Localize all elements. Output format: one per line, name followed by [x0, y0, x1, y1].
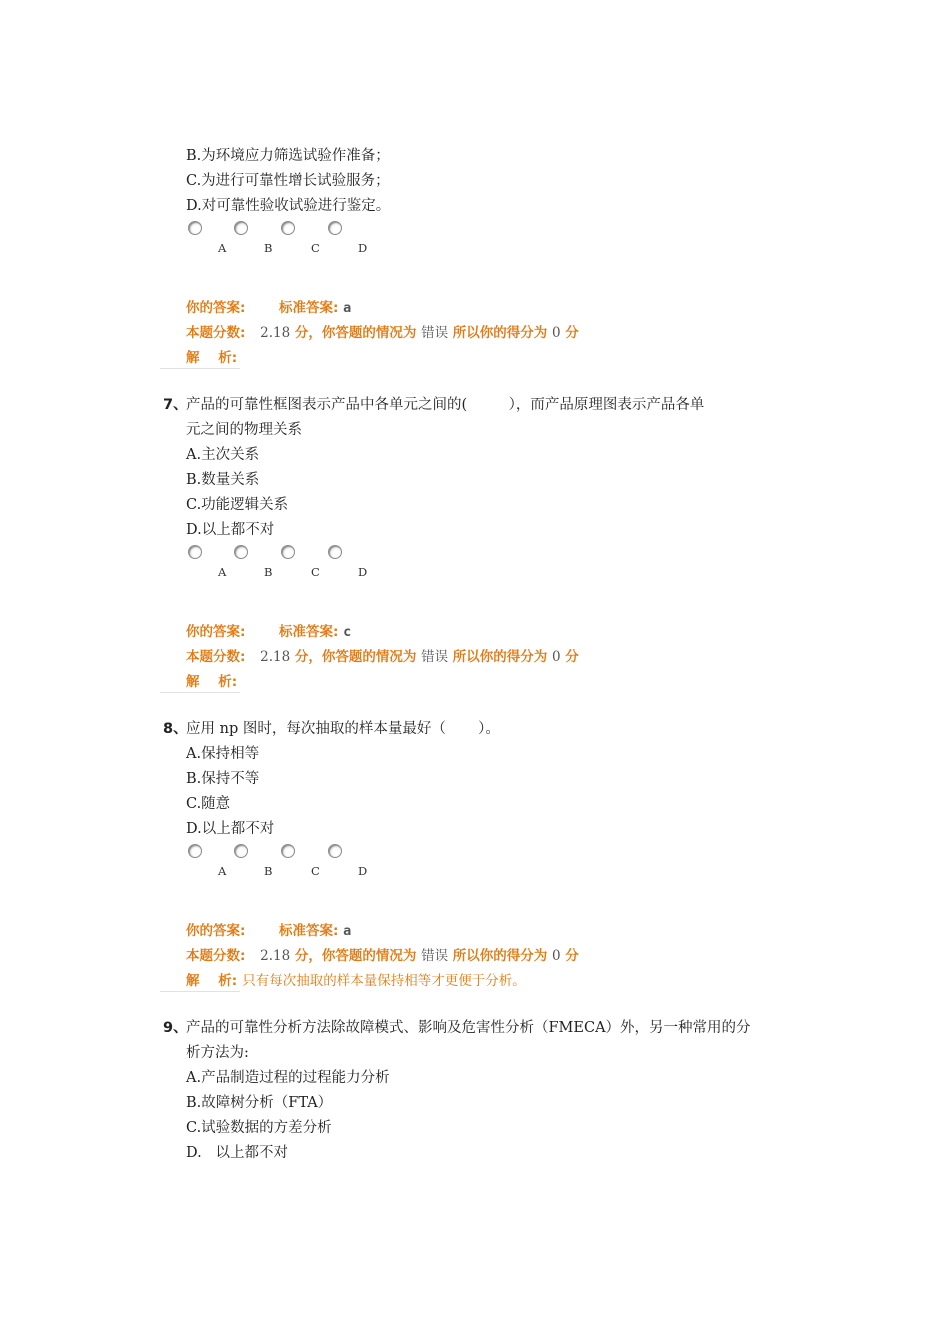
- option-a: A.主次关系: [186, 447, 260, 463]
- radio-c[interactable]: [281, 221, 295, 235]
- analysis-label: 解 析:: [186, 674, 238, 690]
- analysis-label: 解 析:: [186, 350, 238, 366]
- radio-label-b: B: [264, 241, 273, 255]
- option-a: A.产品制造过程的过程能力分析: [186, 1070, 390, 1086]
- analysis-line: [186, 969, 526, 989]
- option-b: B.为环境应力筛选试验作准备；: [186, 148, 390, 164]
- gain-label: 所以你的得分为: [452, 649, 548, 665]
- gain-label: 所以你的得分为: [452, 325, 548, 341]
- radio-label-d: D: [358, 241, 368, 255]
- radio-b[interactable]: [234, 545, 248, 559]
- radio-label-b: B: [264, 565, 273, 579]
- score-label: 本题分数:: [186, 948, 246, 964]
- standard-answer-value: a: [343, 300, 352, 316]
- divider: [160, 368, 240, 369]
- radio-a[interactable]: [188, 844, 202, 858]
- your-answer-label: 你的答案:: [186, 300, 246, 316]
- gain-unit: 分: [565, 649, 579, 665]
- radio-c[interactable]: [281, 844, 295, 858]
- radio-c[interactable]: [281, 545, 295, 559]
- gain-value: 0: [551, 325, 561, 341]
- question-number: 8、: [163, 721, 188, 737]
- question-number: 9、: [163, 1020, 188, 1036]
- option-d: D.对可靠性验收试验进行鉴定。: [186, 198, 391, 214]
- status-value: 错误: [421, 649, 449, 665]
- option-a: A.保持相等: [186, 746, 260, 762]
- option-c: C.功能逻辑关系: [186, 497, 289, 513]
- option-d: D.以上都不对: [186, 522, 275, 538]
- option-b: B.保持不等: [186, 771, 260, 787]
- radio-label-c: C: [311, 864, 320, 878]
- radio-d[interactable]: [328, 844, 342, 858]
- score-line: [186, 944, 579, 964]
- radio-label-d: D: [358, 565, 368, 579]
- score-line: [186, 321, 579, 341]
- question-number: 7、: [163, 397, 188, 413]
- option-d: D.以上都不对: [186, 821, 275, 837]
- analysis-label: 解 析:: [186, 973, 238, 989]
- radio-d[interactable]: [328, 545, 342, 559]
- standard-answer-label: 标准答案:: [279, 624, 339, 640]
- radio-label-d: D: [358, 864, 368, 878]
- score-label: 本题分数:: [186, 325, 246, 341]
- divider: [160, 991, 240, 992]
- option-b: B.故障树分析（FTA）: [186, 1095, 333, 1111]
- question-text-line1: 应用 np 图时，每次抽取的样本量最好（ ）。: [186, 721, 500, 737]
- score-status-label: 分，你答题的情况为: [294, 325, 417, 341]
- standard-answer: [279, 919, 351, 939]
- gain-value: 0: [551, 948, 561, 964]
- option-c: C.试验数据的方差分析: [186, 1120, 332, 1136]
- radio-label-a: A: [218, 565, 227, 579]
- analysis-text: 只有每次抽取的样本量保持相等才更便于分析。: [242, 973, 526, 989]
- gain-value: 0: [551, 649, 561, 665]
- option-b: B.数量关系: [186, 472, 260, 488]
- gain-unit: 分: [565, 948, 579, 964]
- standard-answer: [279, 296, 351, 316]
- your-answer-label: 你的答案:: [186, 923, 246, 939]
- question-text-line2: 析方法为:: [186, 1045, 249, 1061]
- standard-answer-label: 标准答案:: [279, 300, 339, 316]
- radio-label-a: A: [218, 241, 227, 255]
- option-d: D. 以上都不对: [186, 1145, 289, 1161]
- radio-d[interactable]: [328, 221, 342, 235]
- score-value: 2.18: [260, 325, 291, 341]
- your-answer-label: 你的答案:: [186, 624, 246, 640]
- score-value: 2.18: [260, 948, 291, 964]
- question-text-line1: 产品的可靠性分析方法除故障模式、影响及危害性分析（FMECA）外，另一种常用的分: [186, 1020, 751, 1036]
- score-label: 本题分数:: [186, 649, 246, 665]
- option-c: C.为进行可靠性增长试验服务；: [186, 173, 390, 189]
- score-status-label: 分，你答题的情况为: [294, 649, 417, 665]
- question-text-line1: 产品的可靠性框图表示产品中各单元之间的( ），而产品原理图表示产品各单: [186, 397, 705, 413]
- radio-label-c: C: [311, 241, 320, 255]
- standard-answer: [279, 620, 351, 640]
- divider: [160, 692, 240, 693]
- radio-b[interactable]: [234, 221, 248, 235]
- option-c: C.随意: [186, 796, 231, 812]
- standard-answer-value: c: [343, 624, 352, 640]
- standard-answer-label: 标准答案:: [279, 923, 339, 939]
- score-status-label: 分，你答题的情况为: [294, 948, 417, 964]
- radio-label-c: C: [311, 565, 320, 579]
- radio-b[interactable]: [234, 844, 248, 858]
- gain-unit: 分: [565, 325, 579, 341]
- standard-answer-value: a: [343, 923, 352, 939]
- score-value: 2.18: [260, 649, 291, 665]
- gain-label: 所以你的得分为: [452, 948, 548, 964]
- status-value: 错误: [421, 325, 449, 341]
- status-value: 错误: [421, 948, 449, 964]
- radio-label-b: B: [264, 864, 273, 878]
- radio-a[interactable]: [188, 545, 202, 559]
- radio-a[interactable]: [188, 221, 202, 235]
- score-line: [186, 645, 579, 665]
- question-text-line2: 元之间的物理关系: [186, 422, 302, 438]
- radio-label-a: A: [218, 864, 227, 878]
